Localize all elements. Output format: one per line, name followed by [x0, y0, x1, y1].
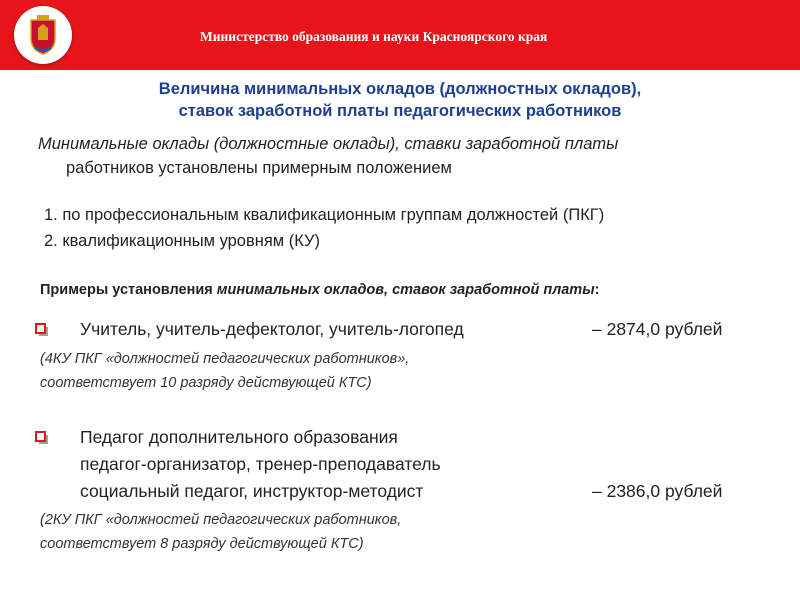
ministry-name: Министерство образования и науки Красноярского края — [200, 29, 548, 44]
intro-paragraph — [38, 132, 778, 180]
item-1-note — [40, 347, 409, 395]
coat-of-arms-logo — [14, 6, 72, 64]
item-2-price: – 2386,0 рублей — [592, 481, 723, 501]
item-1-note-line-1: (4КУ ПКГ «должностей педагогических работников», — [40, 351, 410, 367]
checkbox-bullet-icon — [35, 431, 46, 442]
item-1-price: – 2874,0 рублей — [592, 319, 723, 339]
numbered-item-2: 2. квалификационным уровням (КУ) — [44, 232, 320, 250]
item-2-note-line-1: (2КУ ПКГ «должностей педагогических работников, — [40, 512, 402, 528]
item-1-note-line-2: соответствует 10 разряду действующей КТС) — [40, 375, 372, 391]
examples-italic: минимальных окладов, ставок заработной платы — [216, 282, 595, 298]
coat-of-arms-icon — [14, 6, 72, 64]
intro-line-1: Минимальные оклады (должностные оклады), ставки заработной платы — [38, 135, 619, 153]
numbered-item-1: 1. по профессиональным квалификационным группам должностей (ПКГ) — [44, 206, 605, 224]
intro-line-2: работников установлены примерным положением — [66, 159, 452, 177]
item-2-note-line-2: соответствует 8 разряду действующей КТС) — [40, 536, 364, 552]
item-2-line-2: педагог-организатор, тренер-преподаватель — [80, 454, 441, 474]
numbered-list — [44, 202, 604, 254]
item-2-line-1: Педагог дополнительного образования — [80, 427, 398, 447]
header-banner — [0, 0, 800, 70]
examples-prefix: Примеры установления — [40, 282, 217, 298]
title-line-2: ставок заработной платы педагогических работников — [178, 102, 622, 120]
item-2-line-3: социальный педагог, инструктор-методист — [80, 481, 424, 501]
checkbox-bullet-icon — [35, 323, 46, 334]
title-line-1: Величина минимальных окладов (должностных окладов), — [158, 80, 642, 98]
examples-heading — [40, 282, 599, 298]
item-1-title: Учитель, учитель-дефектолог, учитель-логопед — [80, 319, 464, 339]
examples-suffix: : — [594, 282, 600, 298]
page-title — [0, 78, 800, 122]
item-2-note — [40, 508, 401, 556]
